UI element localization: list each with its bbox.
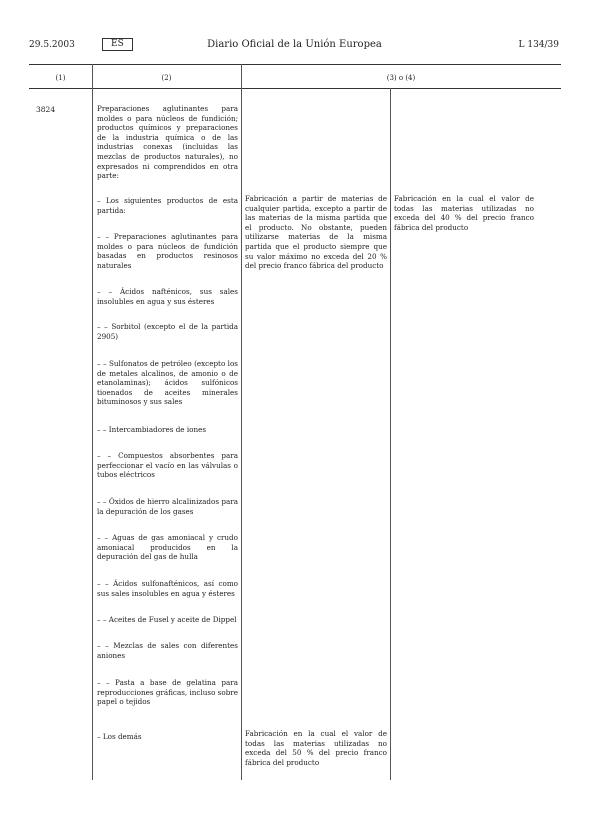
column-header-3-4: (3) o (4) — [386, 74, 416, 82]
journal-title: Diario Oficial de la Unión Europea — [207, 39, 382, 50]
list-item: – – Ácidos nafténicos, sus sales insolubles en agua y sus ésteres — [97, 287, 238, 306]
list-item: – – Intercambiadores de iones — [97, 425, 207, 434]
table-top-rule — [29, 64, 561, 65]
list-item: – – Óxidos de hierro alcalinizados para la depuración de los gases — [97, 497, 238, 516]
rule-column-3-other: Fabricación en la cual el valor de todas las materias utilizadas no exceda del 50 % del precio franco fábrica del producto — [245, 729, 387, 767]
column-divider-1 — [92, 64, 93, 780]
list-item: – – Mezclas de sales con diferentes aniones — [97, 641, 238, 660]
column-header-1: (1) — [55, 74, 66, 82]
list-item: – Los demás — [97, 732, 142, 741]
header-date: 29.5.2003 — [29, 40, 75, 50]
column-header-2: (2) — [161, 74, 172, 82]
page-number: L 134/39 — [518, 40, 559, 50]
list-item: – – Preparaciones aglutinantes para moldes o para núcleos de fundición basadas en productos resinosos naturales — [97, 232, 238, 270]
header-bottom-rule — [29, 88, 561, 89]
list-item: – – Sulfonatos de petróleo (excepto los de metales alcalinos, de amonio o de etanolaminas); ácidos sulfónicos tioenados de aceites minerales bituminosos y sus sales — [97, 359, 238, 407]
list-item: – – Compuestos absorbentes para perfeccionar el vacío en las válvulas o tubos eléctricos — [97, 451, 238, 480]
column-divider-3 — [390, 88, 391, 780]
list-item: – – Aceites de Fusel y aceite de Dippel — [97, 615, 237, 624]
rule-column-4: Fabricación en la cual el valor de todas las materias utilizadas no exceda del 40 % del precio franco fábrica del producto — [394, 194, 534, 232]
rule-column-3: Fabricación a partir de materias de cualquier partida, excepto a partir de las materias de la misma partida que el producto. No obstante, pueden utilizarse materias de la misma partida que el producto siempre que su valor máximo no exceda del 20 % del precio franco fábrica del producto — [245, 194, 387, 271]
list-item: – – Sorbitol (excepto el de la partida 2905) — [97, 322, 238, 341]
list-item: – – Ácidos sulfonafténicos, así como sus sales insolubles en agua y ésteres — [97, 579, 238, 598]
column-divider-2 — [241, 64, 242, 780]
list-item: – – Aguas de gas amoniacal y crudo amoniacal producidos en la depuración del gas de hulla — [97, 533, 238, 562]
heading-code: 3824 — [36, 105, 56, 114]
list-item: – – Pasta a base de gelatina para reproducciones gráficas, incluso sobre papel o tejidos — [97, 678, 238, 707]
heading-description: Preparaciones aglutinantes para moldes o para núcleos de fundición; productos químicos y preparaciones de la industria química o de las industrias conexas (incluidas las mezclas de productos naturales), no expresados ni comprendidos en otra parte: — [97, 104, 238, 181]
language-badge: ES — [102, 38, 133, 51]
list-item: – Los siguientes productos de esta partida: — [97, 196, 238, 215]
